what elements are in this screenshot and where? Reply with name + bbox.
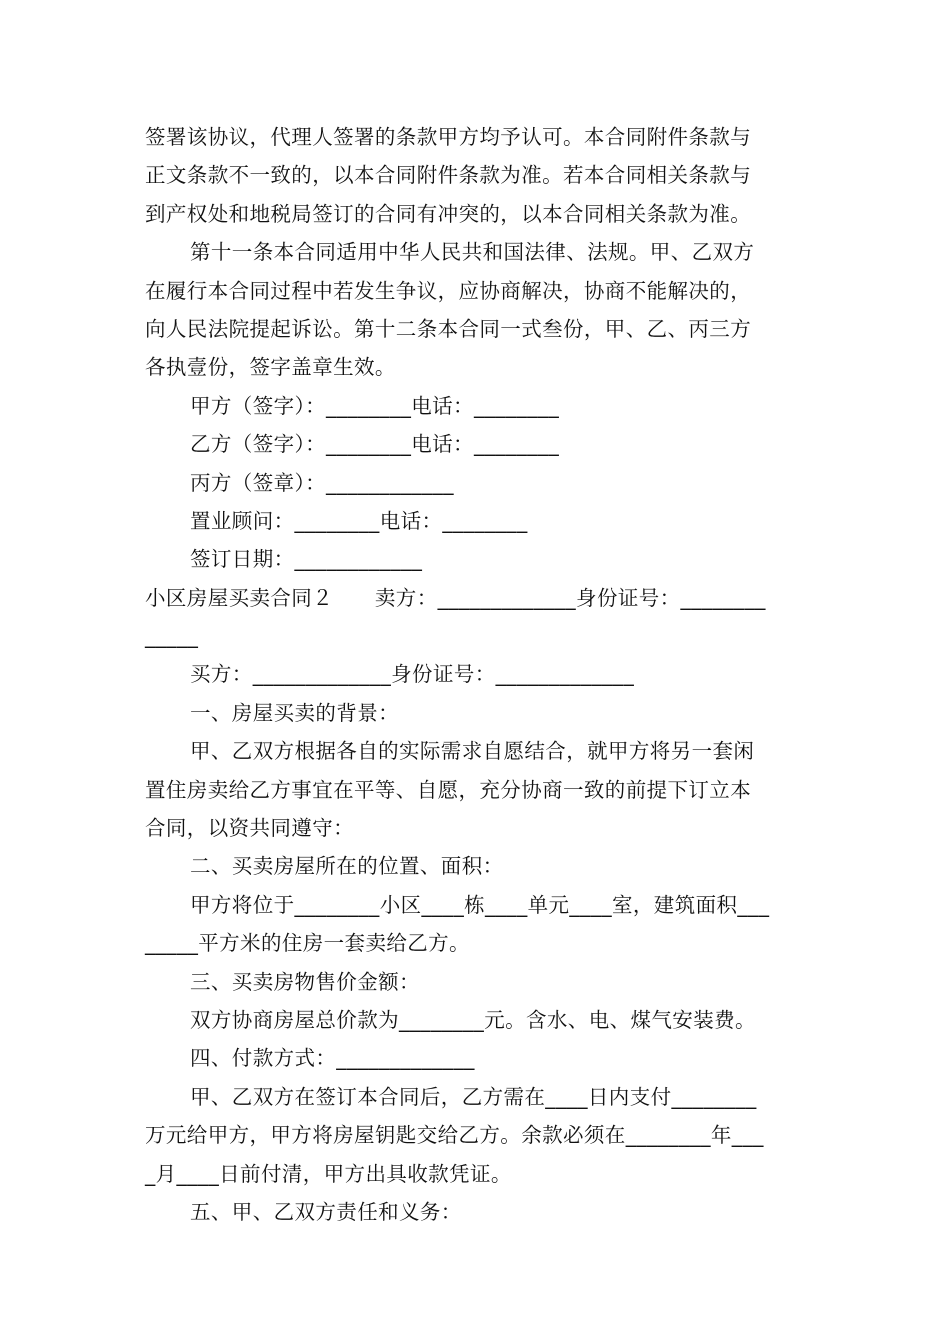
text-line: 签署该协议，代理人签署的条款甲方均予认可。本合同附件条款与 bbox=[145, 125, 752, 149]
text-line: 签订日期：____________ bbox=[190, 547, 423, 572]
text-line: 一、房屋买卖的背景： bbox=[190, 700, 399, 725]
text-line: 双方协商房屋总价款为________元。含水、电、煤气安装费。 bbox=[190, 1007, 756, 1032]
text-line: 五、甲、乙双方责任和义务： bbox=[190, 1199, 462, 1224]
text-line: 乙方（签字）：________电话：________ bbox=[190, 432, 560, 457]
text-line: 万元给甲方，甲方将房屋钥匙交给乙方。余款必须在________年___ bbox=[145, 1123, 764, 1148]
text-line: 在履行本合同过程中若发生争议，应协商解决，协商不能解决的， bbox=[145, 278, 752, 303]
text-line: _____平方米的住房一套卖给乙方。 bbox=[145, 931, 470, 956]
text-line: 甲、乙双方根据各自的实际需求自愿结合，就甲方将另一套闲 bbox=[190, 739, 755, 764]
text-line: 到产权处和地税局签订的合同有冲突的，以本合同相关条款为准。 bbox=[145, 201, 752, 226]
text-line: 三、买卖房物售价金额： bbox=[190, 969, 420, 994]
text-line: 正文条款不一致的，以本合同附件条款为准。若本合同相关条款与 bbox=[145, 163, 752, 188]
text-line: 向人民法院提起诉讼。第十二条本合同一式叁份，甲、乙、丙三方 bbox=[145, 316, 752, 341]
text-line: _月____日前付清，甲方出具收款凭证。 bbox=[145, 1161, 512, 1186]
text-line: 买方：_____________身份证号：_____________ bbox=[190, 662, 635, 687]
text-line: 各执壹份，签字盖章生效。 bbox=[145, 355, 396, 380]
text-line: 甲方将位于________小区____栋____单元____室，建筑面积___ bbox=[190, 892, 770, 917]
text-line: 甲、乙双方在签订本合同后，乙方需在____日内支付________ bbox=[190, 1084, 757, 1109]
text-line: 小区房屋买卖合同２ 卖方：_____________身份证号：________ bbox=[145, 585, 766, 610]
text-line: 甲方（签字）：________电话：________ bbox=[190, 393, 560, 418]
text-line: 四、付款方式：_____________ bbox=[190, 1046, 475, 1071]
text-line: 合同，以资共同遵守： bbox=[145, 816, 354, 841]
text-line: 二、买卖房屋所在的位置、面积： bbox=[190, 854, 504, 879]
document-page bbox=[145, 118, 810, 1231]
text-line: 第十一条本合同适用中华人民共和国法律、法规。甲、乙双方 bbox=[190, 240, 755, 265]
text-line: _____ bbox=[145, 624, 199, 649]
text-line: 置业顾问：________电话：________ bbox=[190, 508, 528, 533]
text-line: 丙方（签章）：____________ bbox=[190, 470, 454, 495]
text-line: 置住房卖给乙方事宜在平等、自愿，充分协商一致的前提下订立本 bbox=[145, 777, 752, 802]
